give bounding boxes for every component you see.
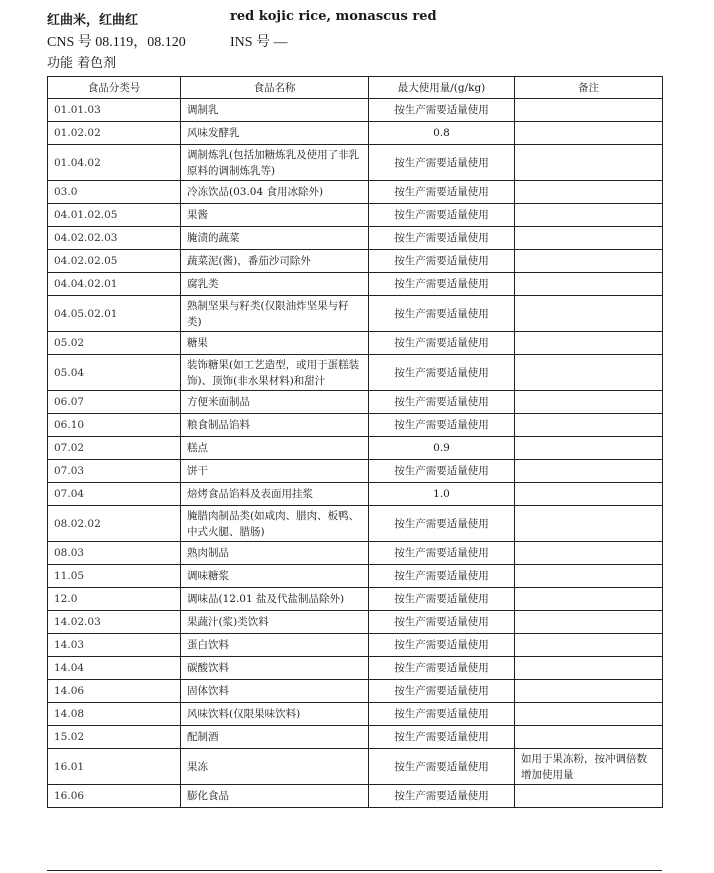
name-cell: 调制乳: [181, 99, 369, 122]
table-header-row: [48, 77, 663, 99]
table-row: [48, 332, 663, 355]
name-cell: 果酱: [181, 204, 369, 227]
table-row: [48, 391, 663, 414]
name-cell: 冷冻饮品(03.04 食用冰除外): [181, 181, 369, 204]
column-header-name: 食品名称: [181, 77, 369, 99]
code-cell: 07.03: [48, 460, 181, 483]
max-cell: 按生产需要适量使用: [369, 611, 515, 634]
max-cell: 0.8: [369, 122, 515, 145]
table-row: [48, 483, 663, 506]
note-cell: [515, 145, 663, 181]
note-cell: [515, 542, 663, 565]
name-cell: 腐乳类: [181, 273, 369, 296]
name-cell: 蔬菜泥(酱)，番茄沙司除外: [181, 250, 369, 273]
code-cell: 01.02.02: [48, 122, 181, 145]
table-row: [48, 680, 663, 703]
note-cell: [515, 204, 663, 227]
code-cell: 03.0: [48, 181, 181, 204]
note-cell: [515, 414, 663, 437]
max-cell: 1.0: [369, 483, 515, 506]
note-cell: [515, 181, 663, 204]
code-cell: 06.10: [48, 414, 181, 437]
max-cell: 按生产需要适量使用: [369, 588, 515, 611]
usage-table: [47, 76, 663, 808]
max-cell: 按生产需要适量使用: [369, 634, 515, 657]
name-cell: 膨化食品: [181, 785, 369, 808]
note-cell: [515, 122, 663, 145]
max-cell: 按生产需要适量使用: [369, 726, 515, 749]
table-row: [48, 506, 663, 542]
function-label: 功能 着色剂: [47, 56, 117, 71]
table-row: [48, 565, 663, 588]
table-row: [48, 296, 663, 332]
table-row: [48, 460, 663, 483]
note-cell: [515, 437, 663, 460]
table-row: [48, 145, 663, 181]
note-cell: [515, 332, 663, 355]
table-row: [48, 227, 663, 250]
additive-title-en: red kojic rice, monascus red: [230, 9, 437, 24]
max-cell: 按生产需要适量使用: [369, 99, 515, 122]
table-row: [48, 204, 663, 227]
name-cell: 风味饮料(仅限果味饮料): [181, 703, 369, 726]
note-cell: [515, 273, 663, 296]
name-cell: 调制炼乳(包括加糖炼乳及使用了非乳原料的调制炼乳等): [181, 145, 369, 181]
note-cell: 如用于果冻粉，按冲调倍数增加使用量: [515, 749, 663, 785]
note-cell: [515, 565, 663, 588]
max-cell: 按生产需要适量使用: [369, 680, 515, 703]
name-cell: 调味糖浆: [181, 565, 369, 588]
code-cell: 04.02.02.03: [48, 227, 181, 250]
name-cell: 装饰糖果(如工艺造型，或用于蛋糕装饰)、顶饰(非水果材料)和甜汁: [181, 355, 369, 391]
note-cell: [515, 726, 663, 749]
name-cell: 碳酸饮料: [181, 657, 369, 680]
max-cell: 按生产需要适量使用: [369, 460, 515, 483]
code-cell: 14.03: [48, 634, 181, 657]
table-row: [48, 122, 663, 145]
note-cell: [515, 611, 663, 634]
table-row: [48, 99, 663, 122]
additive-title-cn: 红曲米，红曲红: [47, 13, 139, 28]
note-cell: [515, 296, 663, 332]
max-cell: 按生产需要适量使用: [369, 332, 515, 355]
code-cell: 04.04.02.01: [48, 273, 181, 296]
code-cell: 07.02: [48, 437, 181, 460]
name-cell: 风味发酵乳: [181, 122, 369, 145]
code-cell: 14.04: [48, 657, 181, 680]
name-cell: 熟制坚果与籽类(仅限油炸坚果与籽类): [181, 296, 369, 332]
bottom-rule: [47, 870, 662, 871]
note-cell: [515, 657, 663, 680]
note-cell: [515, 460, 663, 483]
name-cell: 果蔬汁(浆)类饮料: [181, 611, 369, 634]
column-header-code: 食品分类号: [48, 77, 181, 99]
code-cell: 06.07: [48, 391, 181, 414]
name-cell: 糕点: [181, 437, 369, 460]
max-cell: 按生产需要适量使用: [369, 181, 515, 204]
name-cell: 腌腊肉制品类(如咸肉、腊肉、板鸭、中式火腿、腊肠): [181, 506, 369, 542]
table-row: [48, 250, 663, 273]
table-row: [48, 749, 663, 785]
note-cell: [515, 634, 663, 657]
note-cell: [515, 227, 663, 250]
code-cell: 08.03: [48, 542, 181, 565]
code-cell: 15.02: [48, 726, 181, 749]
code-cell: 14.08: [48, 703, 181, 726]
code-cell: 04.01.02.05: [48, 204, 181, 227]
code-cell: 14.02.03: [48, 611, 181, 634]
code-cell: 01.04.02: [48, 145, 181, 181]
max-cell: 按生产需要适量使用: [369, 296, 515, 332]
table-row: [48, 611, 663, 634]
max-cell: 按生产需要适量使用: [369, 250, 515, 273]
code-cell: 11.05: [48, 565, 181, 588]
name-cell: 方便米面制品: [181, 391, 369, 414]
max-cell: 按生产需要适量使用: [369, 273, 515, 296]
code-cell: 16.06: [48, 785, 181, 808]
name-cell: 腌渍的蔬菜: [181, 227, 369, 250]
note-cell: [515, 391, 663, 414]
code-cell: 14.06: [48, 680, 181, 703]
name-cell: 焙烤食品馅料及表面用挂浆: [181, 483, 369, 506]
table-row: [48, 634, 663, 657]
cns-number: CNS 号 08.119，08.120: [47, 35, 186, 50]
table-row: [48, 437, 663, 460]
note-cell: [515, 785, 663, 808]
max-cell: 按生产需要适量使用: [369, 204, 515, 227]
name-cell: 调味品(12.01 盐及代盐制品除外): [181, 588, 369, 611]
note-cell: [515, 483, 663, 506]
max-cell: 按生产需要适量使用: [369, 145, 515, 181]
note-cell: [515, 99, 663, 122]
table-row: [48, 588, 663, 611]
max-cell: 按生产需要适量使用: [369, 657, 515, 680]
name-cell: 粮食制品馅料: [181, 414, 369, 437]
code-cell: 04.02.02.05: [48, 250, 181, 273]
code-cell: 07.04: [48, 483, 181, 506]
table-row: [48, 414, 663, 437]
max-cell: 按生产需要适量使用: [369, 785, 515, 808]
name-cell: 配制酒: [181, 726, 369, 749]
column-header-max: 最大使用量/(g/kg): [369, 77, 515, 99]
name-cell: 熟肉制品: [181, 542, 369, 565]
max-cell: 按生产需要适量使用: [369, 565, 515, 588]
column-header-note: 备注: [515, 77, 663, 99]
table-row: [48, 703, 663, 726]
code-cell: 16.01: [48, 749, 181, 785]
code-cell: 04.05.02.01: [48, 296, 181, 332]
table-row: [48, 273, 663, 296]
code-cell: 05.02: [48, 332, 181, 355]
table-row: [48, 542, 663, 565]
note-cell: [515, 680, 663, 703]
max-cell: 按生产需要适量使用: [369, 749, 515, 785]
ins-number: INS 号 —: [230, 35, 288, 50]
code-cell: 12.0: [48, 588, 181, 611]
code-cell: 08.02.02: [48, 506, 181, 542]
code-cell: 05.04: [48, 355, 181, 391]
name-cell: 固体饮料: [181, 680, 369, 703]
max-cell: 按生产需要适量使用: [369, 391, 515, 414]
max-cell: 按生产需要适量使用: [369, 506, 515, 542]
name-cell: 饼干: [181, 460, 369, 483]
table-row: [48, 726, 663, 749]
name-cell: 糖果: [181, 332, 369, 355]
note-cell: [515, 703, 663, 726]
name-cell: 蛋白饮料: [181, 634, 369, 657]
max-cell: 0.9: [369, 437, 515, 460]
note-cell: [515, 588, 663, 611]
name-cell: 果冻: [181, 749, 369, 785]
table-row: [48, 785, 663, 808]
note-cell: [515, 250, 663, 273]
max-cell: 按生产需要适量使用: [369, 227, 515, 250]
code-cell: 01.01.03: [48, 99, 181, 122]
note-cell: [515, 506, 663, 542]
max-cell: 按生产需要适量使用: [369, 703, 515, 726]
max-cell: 按生产需要适量使用: [369, 414, 515, 437]
table-row: [48, 657, 663, 680]
note-cell: [515, 355, 663, 391]
table-row: [48, 181, 663, 204]
max-cell: 按生产需要适量使用: [369, 355, 515, 391]
table-row: [48, 355, 663, 391]
max-cell: 按生产需要适量使用: [369, 542, 515, 565]
